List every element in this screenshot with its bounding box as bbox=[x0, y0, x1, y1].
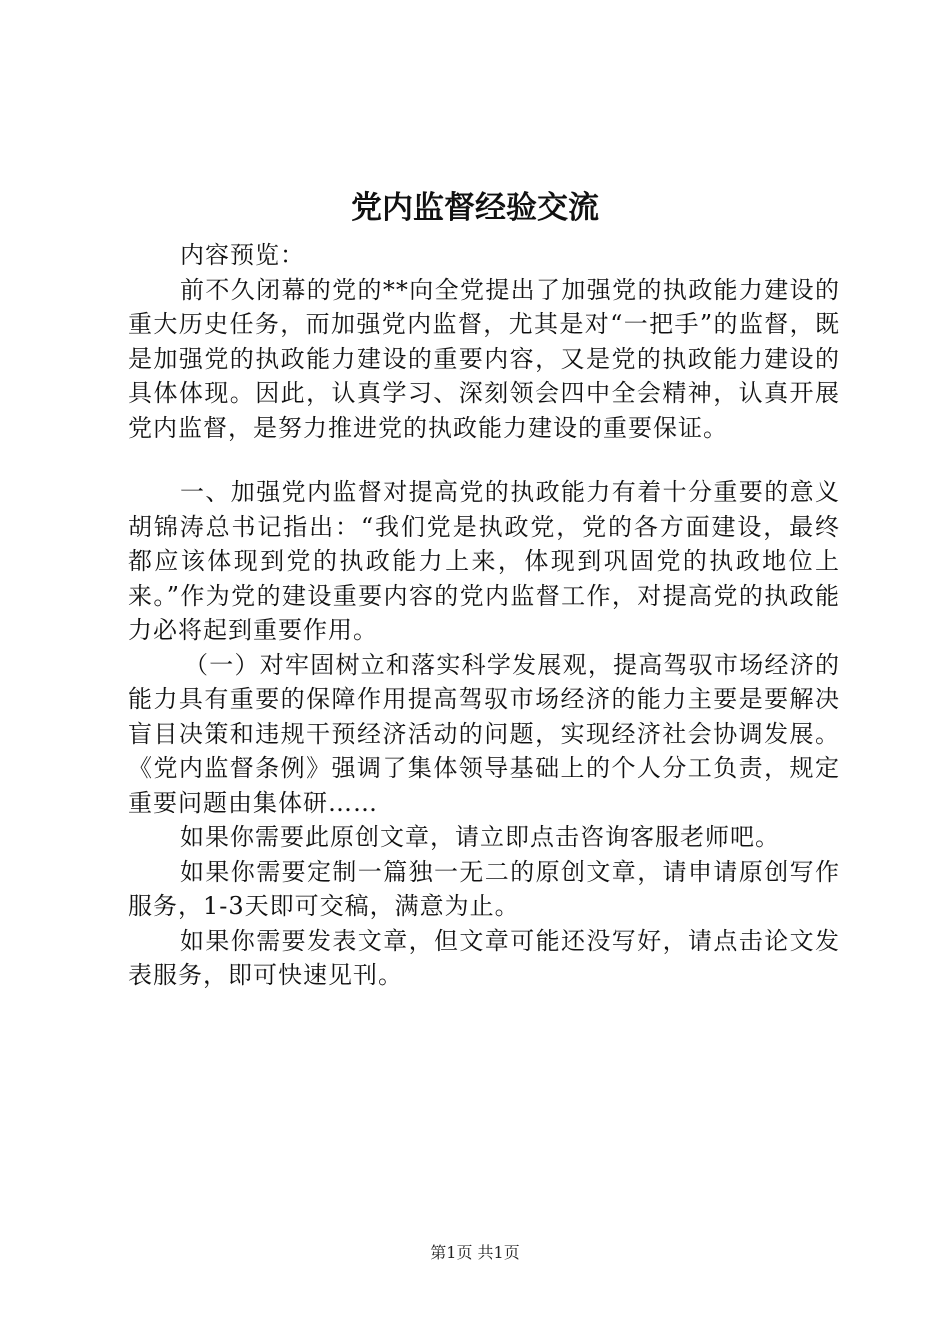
consult-paragraph: 如果你需要此原创文章，请立即点击咨询客服老师吧。 bbox=[180, 823, 780, 851]
preview-label: 内容预览： bbox=[180, 241, 305, 269]
custom-writing-paragraph: 如果你需要定制一篇独一无二的原创文章，请申请原创写作服务，1-3天即可交稿，满意为止。 bbox=[128, 857, 840, 920]
subsection-one-paragraph: （一）对牢固树立和落实科学发展观，提高驾驭市场经济的能力具有重要的保障作用提高驾驭市场经济的能力主要是要解决盲目决策和违规干预经济活动的问题，实现经济社会协调发展。《党内监督条例》强调了集体领导基础上的个人分工负责，规定重要问题由集体研…… bbox=[128, 650, 840, 817]
section-one-paragraph: 一、加强党内监督对提高党的执政能力有着十分重要的意义胡锦涛总书记指出：“我们党是执政党，党的各方面建设，最终都应该体现到党的执政能力上来，体现到巩固党的执政地位上来。”作为党的建设重要内容的党内监督工作，对提高党的执政能力必将起到重要作用。 bbox=[128, 478, 840, 644]
page-number-footer: 第1页 共1页 bbox=[430, 1243, 520, 1262]
intro-paragraph: 前不久闭幕的党的**向全党提出了加强党的执政能力建设的重大历史任务，而加强党内监督，尤其是对“一把手”的监督，既是加强党的执政能力建设的重要内容，又是党的执政能力建设的具体体现。因此，认真学习、深刻领会四中全会精神，认真开展党内监督，是努力推进党的执政能力建设的重要保证。 bbox=[128, 275, 840, 442]
document-body bbox=[128, 238, 840, 993]
publish-paragraph: 如果你需要发表文章，但文章可能还没写好，请点击论文发表服务，即可快速见刊。 bbox=[128, 926, 840, 989]
paragraph-spacer bbox=[128, 445, 840, 475]
document-title: 党内监督经验交流 bbox=[351, 190, 599, 226]
